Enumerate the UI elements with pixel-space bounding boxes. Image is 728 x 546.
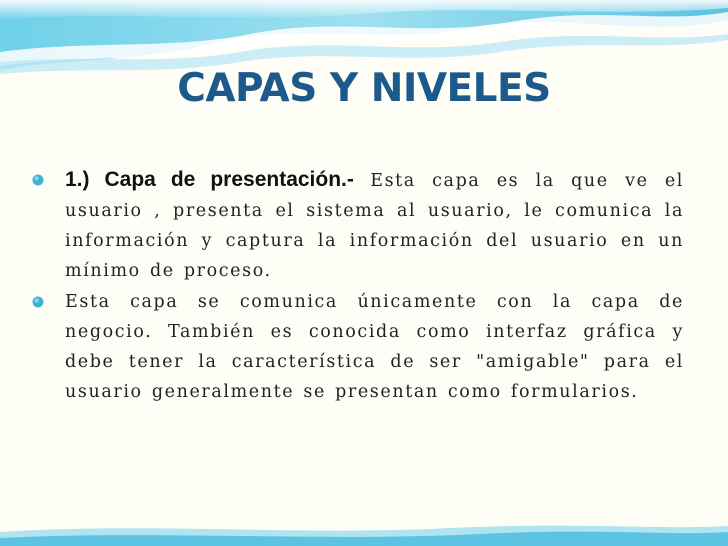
bullet-text: Esta capa es la que ve el usuario , presenta el sistema al usuario, le comunica la información y captura la información del usuario en un mínimo de proceso.	[65, 171, 684, 281]
bullet-item	[32, 165, 684, 286]
bullet-heading: 1.) Capa de presentación.-	[65, 168, 354, 191]
bullet-item	[32, 287, 684, 407]
slide-content	[32, 165, 684, 408]
slide-title: CAPAS Y NIVELES	[177, 66, 551, 111]
bullet-text: Esta capa se comunica únicamente con la capa de negocio. También es conocida como interfaz gráfica y debe tener la característica de ser "amigable" para el usuario generalmente se presentan como formularios.	[65, 292, 684, 402]
bullet-circle-icon	[32, 296, 44, 308]
bullet-circle-icon	[32, 174, 44, 186]
bottom-wave-decoration	[0, 520, 728, 546]
